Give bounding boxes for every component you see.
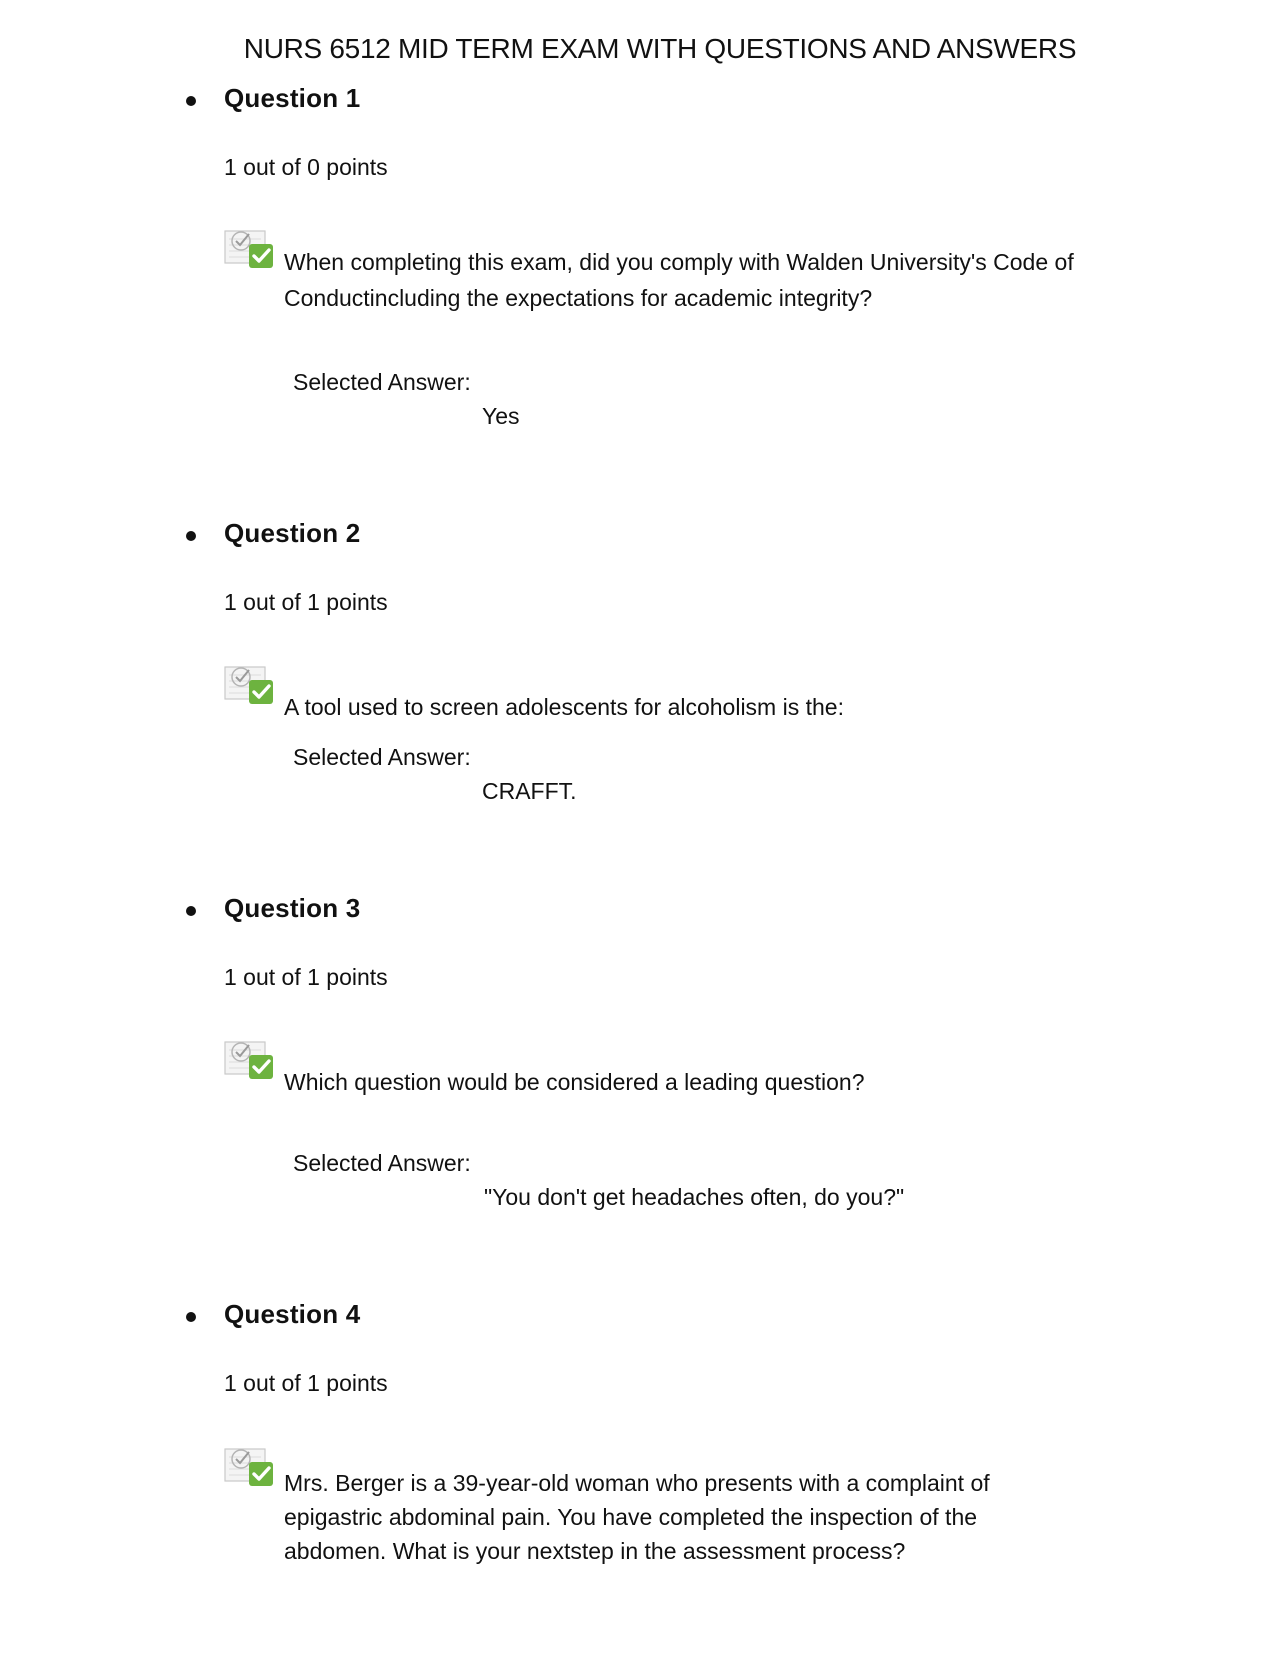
- bullet-icon: [186, 906, 196, 916]
- correct-check-icon: [224, 662, 276, 708]
- selected-answer-label: Selected Answer:: [293, 744, 471, 770]
- question-heading: Question 2: [224, 518, 361, 548]
- selected-answer-value: CRAFFT.: [482, 778, 577, 804]
- points-score: 1 out of 1 points: [224, 589, 388, 615]
- correct-check-icon: [224, 1444, 276, 1490]
- bullet-icon: [186, 531, 196, 541]
- selected-answer-value: Yes: [482, 403, 520, 429]
- question-heading: Question 3: [224, 893, 361, 923]
- page-title: NURS 6512 MID TERM EXAM WITH QUESTIONS AND ANSWERS: [243, 33, 1077, 64]
- bullet-icon: [186, 96, 196, 106]
- question-heading: Question 1: [224, 83, 361, 113]
- correct-check-icon: [224, 1037, 276, 1083]
- selected-answer-value: "You don't get headaches often, do you?": [484, 1184, 905, 1210]
- question-heading: Question 4: [224, 1299, 361, 1329]
- question-text: When completing this exam, did you comply with Walden University's Code of Conductincluding the expectations for academic integrity?: [284, 249, 1074, 311]
- points-score: 1 out of 0 points: [224, 154, 388, 180]
- question-text: Mrs. Berger is a 39-year-old woman who presents with a complaint of epigastric abdominal pain. You have completed the inspection of the abdomen. What is your nextstep in the assessment process?: [284, 1470, 990, 1564]
- points-score: 1 out of 1 points: [224, 1370, 388, 1396]
- selected-answer-label: Selected Answer:: [293, 369, 471, 395]
- question-text: A tool used to screen adolescents for alcoholism is the:: [284, 694, 844, 720]
- selected-answer-label: Selected Answer:: [293, 1150, 471, 1176]
- question-text: Which question would be considered a leading question?: [284, 1069, 865, 1095]
- correct-check-icon: [224, 226, 276, 272]
- bullet-icon: [186, 1312, 196, 1322]
- points-score: 1 out of 1 points: [224, 964, 388, 990]
